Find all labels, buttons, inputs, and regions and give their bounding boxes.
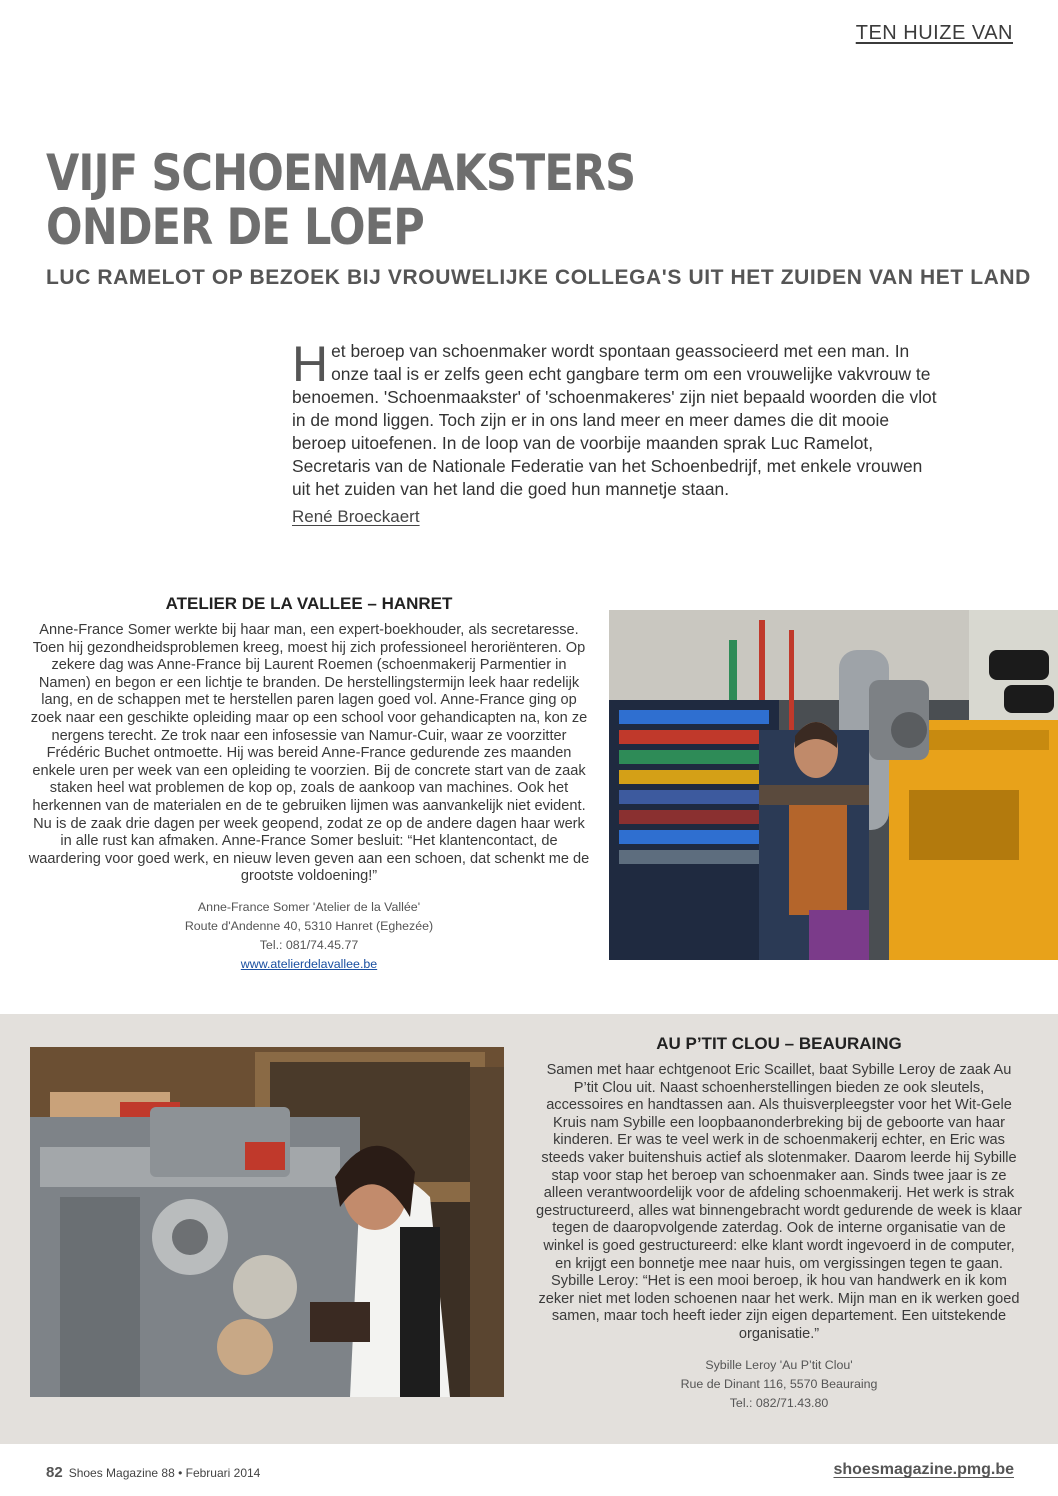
section-tag: TEN HUIZE VAN [855,22,1013,44]
address-name: Sybille Leroy 'Au P’tit Clou' [705,1357,853,1372]
address-street: Rue de Dinant 116, 5570 Beauraing [680,1376,878,1391]
address-name: Anne-France Somer 'Atelier de la Vallée' [197,899,421,914]
article-body: Anne-France Somer werkte bij haar man, een expert-boekhouder, als secretaresse. Toen hij gezondheidsproblemen kreeg, moest hij zich professioneel heroriënteren. Op zekere dag was Anne-France bij Laurent Roemen (schoenmakerij Parmentier in Namen) en begon er een lichtje te branden. De herstellingstermijn leek haar redelijk lang, en de schappen met te herstellen paren lagen goed vol. Anne-France ging op zoek naar een geschikte opleiding maar op een school voor gehandicapten na, kon ze nergens terecht. Ze trok naar een infosessie van Namur-Cuir, waar ze voorzitter Frédéric Buchet ontmoette. Hij was bereid Anne-France gedurende zes maanden enkele uren per week van een opleiding te voorzien. Bij de concrete start van de zaak staken heel wat problemen de kop op, zoals de aankoop van machines. Ook het herkennen van de materialen en de te gebruiken lijmen was aanvankelijk niet evident. Nu is de zaak drie dagen per week geopend, zodat ze op de andere dagen haar werk in alle rust kan afmaken. Anne-France Somer besluit: “Het klantencontact, de waardering voor goed werk, en nieuw leven geven aan een schoen, dat schenkt me de grootste voldoening!” [28,622,590,885]
title-line-1: VIJF SCHOENMAAKSTERS [46,144,636,202]
intro-text: et beroep van schoenmaker wordt spontaan geassocieerd met een man. In onze taal is er zelfs geen echt gangbare term om een vrouwelijke vakvrouw te benoemen. 'Schoenmaakster' of 'schoenmakeres' zijn niet bepaald woorden die vlot in de mond liggen. Toch zijn er in ons land meer en meer dames die dit mooie beroep uitoefenen. In de loop van de voorbije maanden sprak Luc Ramelot, Secretaris van de Nationale Federatie van het Schoenbedrijf, met enkele vrouwen uit het zuiden van het land die goed hun mannetje staan. [292,341,937,499]
footer-website-link[interactable]: shoesmagazine.pmg.be [833,1461,1014,1478]
photo-atelier-workshop [609,610,1058,960]
website-link[interactable]: www.atelierdelavallee.be [240,956,378,971]
drop-cap: H [292,336,329,392]
page-number: 82 [46,1464,63,1481]
photo-au-ptit-clou-workshop [30,1047,504,1397]
address-tel: Tel.: 081/74.45.77 [259,937,359,952]
address-block [28,898,590,974]
author-byline: René Broeckaert [292,507,420,526]
address-tel: Tel.: 082/71.43.80 [729,1395,829,1410]
article-heading: AU P’TIT CLOU – BEAURAING [656,1034,902,1053]
issue-label: Shoes Magazine 88 • Februari 2014 [68,1466,261,1480]
intro-paragraph [292,336,942,501]
address-block [534,1356,1024,1413]
article-heading: ATELIER DE LA VALLEE – HANRET [165,594,453,613]
article-body: Samen met haar echtgenoot Eric Scaillet, baat Sybille Leroy de zaak Au P’tit Clou uit. Naast schoenherstellingen bieden ze ook sleutels, accessoires en handtassen aan. Als thuisverpleegster voor het Wit-Gele Kruis nam Sybille een loopbaanonderbreking bij de geboorte van haar kinderen. Er was te veel werk in de schoenmakerij echter, en Eric was steeds vaker buitenshuis actief als slotenmaker. Daarom leerde hij Sybille stap voor stap het beroep van schoenmaker aan. Sinds twee jaar is ze alleen verantwoordelijk voor de afdeling schoenmakerij. Het werk is strak gestructureerd, alles wat binnengebracht wordt gedurende de week is klaar tegen de daaropvolgende zaterdag. Ook de interne organisatie van de winkel is goed gestructureerd: elke klant wordt ingevoerd in de computer, en krijgt een bonnetje mee naar huis, om vergissingen tegen te gaan. Sybille Leroy: “Het is een mooi beroep, ik hou van handwerk en ik kom zeker niet met loden schoenen naar het werk. Mijn man en ik werken goed samen, maar toch heeft ieder zijn eigen departement. Een uitstekende organisatie.” [536,1062,1022,1342]
address-street: Route d'Andenne 40, 5310 Hanret (Eghezée) [184,918,434,933]
subtitle: LUC RAMELOT OP BEZOEK BIJ VROUWELIJKE COLLEGA'S UIT HET ZUIDEN VAN HET LAND [46,266,1031,289]
article-au-ptit-clou [534,1034,1024,1413]
page-title [46,146,635,254]
article-atelier-de-la-vallee [28,594,590,974]
title-line-2: ONDER DE LOEP [46,198,424,256]
footer-issue-info [46,1464,260,1481]
